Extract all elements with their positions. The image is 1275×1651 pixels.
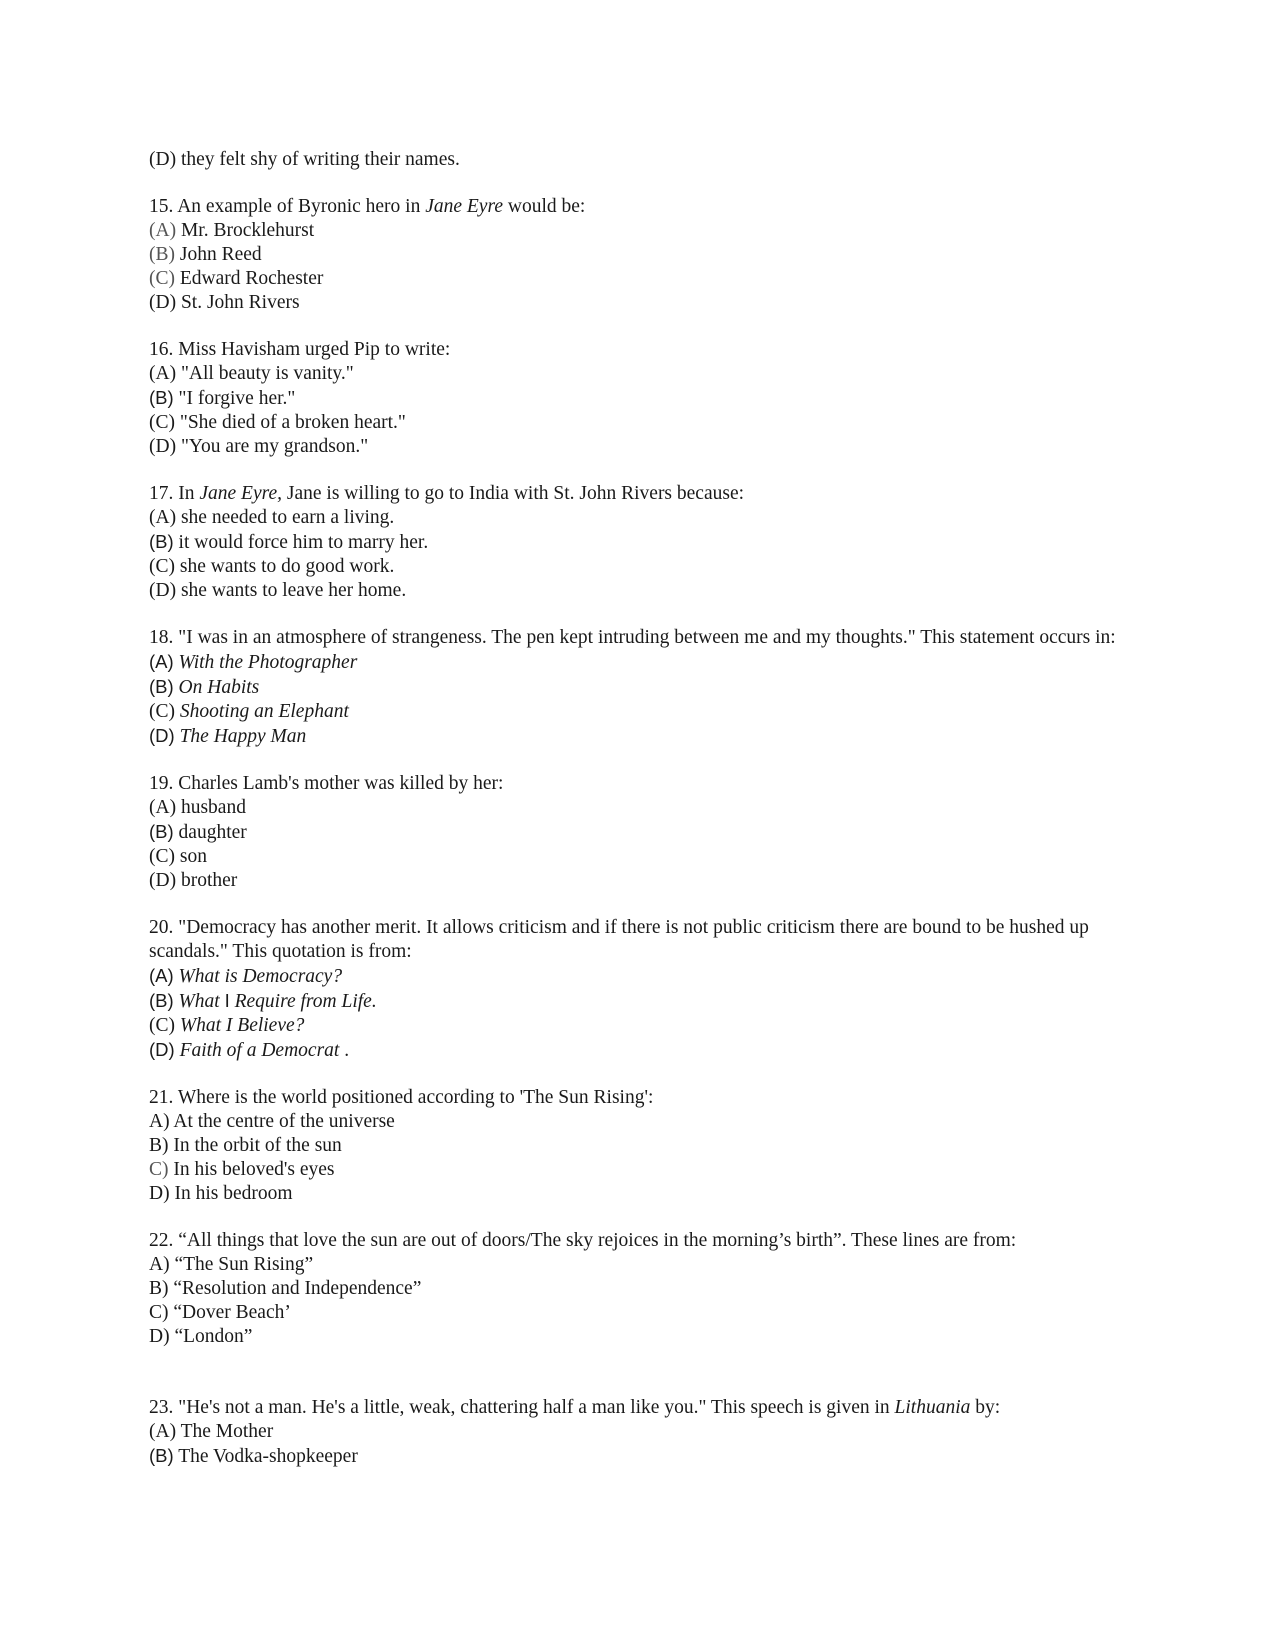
option-label: B) — [149, 1135, 169, 1156]
question-number: 18. — [149, 627, 174, 648]
option-text: "You are my grandson." — [180, 436, 369, 457]
option-c — [149, 845, 1149, 869]
stem-text: Charles Lamb's mother was killed by her: — [178, 773, 504, 794]
option-label: (D) — [149, 292, 177, 313]
stem-text: In — [178, 483, 200, 504]
option-text: What is Democracy? — [178, 966, 343, 987]
option-label: (A) — [149, 651, 174, 672]
option-b — [149, 1134, 1149, 1158]
question-stem — [149, 338, 1149, 362]
option-label: D) — [149, 1183, 170, 1204]
option-label: (D) — [149, 149, 177, 170]
option-label: (C) — [149, 1015, 175, 1036]
option-a — [149, 1253, 1149, 1277]
option-label: (B) — [149, 821, 174, 842]
question-17 — [149, 482, 1149, 603]
option-label: (D) — [149, 580, 177, 601]
option-label: A) — [149, 1111, 170, 1132]
option-label: A) — [149, 1254, 170, 1275]
option-a — [149, 362, 1149, 386]
option-b — [149, 1444, 1149, 1469]
stem-text: Miss Havisham urged Pip to write: — [178, 339, 451, 360]
option-a — [149, 650, 1149, 675]
option-text-part: I — [224, 990, 230, 1011]
option-d — [149, 869, 1149, 893]
option-text: “Dover Beach’ — [173, 1302, 291, 1323]
question-stem — [149, 916, 1149, 964]
option-label: (C) — [149, 556, 175, 577]
option-c — [149, 411, 1149, 435]
option-label: (D) — [149, 436, 177, 457]
option-text: she wants to leave her home. — [180, 580, 407, 601]
question-number: 23. — [149, 1397, 174, 1418]
option-label: (C) — [149, 412, 175, 433]
option-text: In the orbit of the sun — [173, 1135, 342, 1156]
stem-title: Lithuania — [894, 1397, 971, 1418]
option-text-tail: . — [339, 1040, 350, 1061]
option-label: (A) — [149, 507, 177, 528]
option-label: (A) — [149, 797, 177, 818]
option-text: they felt shy of writing their names. — [180, 149, 460, 170]
option-b — [149, 530, 1149, 555]
option-b — [149, 243, 1149, 267]
question-21 — [149, 1086, 1149, 1206]
option-c — [149, 1158, 1149, 1182]
question-19 — [149, 772, 1149, 893]
stem-text: “All things that love the sun are out of doors/The sky rejoices in the morning’s birth”. These lines are from: — [178, 1230, 1017, 1251]
option-label: (D) — [149, 870, 177, 891]
option-label: D) — [149, 1326, 170, 1347]
stem-text: "He's not a man. He's a little, weak, chattering half a man like you." This speech is given in — [178, 1397, 895, 1418]
option-text-part: Require from Life. — [229, 991, 377, 1012]
option-a — [149, 1420, 1149, 1444]
option-text: brother — [180, 870, 238, 891]
stem-text: An example of Byronic hero in — [177, 196, 426, 217]
option-label: (D) — [149, 725, 175, 746]
option-b — [149, 1277, 1149, 1301]
option-b — [149, 989, 1149, 1014]
option-d — [149, 1182, 1149, 1206]
option-text: daughter — [178, 822, 247, 843]
question-number: 19. — [149, 773, 174, 794]
option-a — [149, 219, 1149, 243]
option-b — [149, 386, 1149, 411]
option-c — [149, 267, 1149, 291]
option-c — [149, 555, 1149, 579]
question-16 — [149, 338, 1149, 459]
option-text: she needed to earn a living. — [180, 507, 395, 528]
document-page — [149, 148, 1149, 1469]
option-label: (B) — [149, 387, 174, 408]
question-number: 21. — [149, 1087, 174, 1108]
option-text: In his beloved's eyes — [173, 1159, 335, 1180]
option-label: (B) — [149, 244, 175, 265]
option-text: "She died of a broken heart." — [179, 412, 406, 433]
option-text: At the centre of the universe — [173, 1111, 395, 1132]
stem-text: Jane is willing to go to India with St. John Rivers because: — [282, 483, 745, 504]
option-d — [149, 724, 1149, 749]
option-text: "I forgive her." — [178, 388, 296, 409]
option-text — [179, 991, 377, 1012]
option-a — [149, 506, 1149, 530]
option-text-part: What — [178, 991, 225, 1012]
stem-text: Where is the world positioned according to 'The Sun Rising': — [177, 1087, 654, 1108]
stem-title: Jane Eyre, — [199, 483, 283, 504]
option-label: (C) — [149, 846, 175, 867]
option-c — [149, 1014, 1149, 1038]
question-stem — [149, 772, 1149, 796]
option-label: (C) — [149, 268, 175, 289]
question-23 — [149, 1396, 1149, 1469]
option-d — [149, 435, 1149, 459]
option-label: (A) — [149, 220, 177, 241]
question-stem — [149, 1229, 1149, 1253]
question-number: 15. — [149, 196, 174, 217]
option-text: With the Photographer — [178, 652, 358, 673]
option-a — [149, 796, 1149, 820]
option-label: C) — [149, 1159, 169, 1180]
option-d — [149, 1325, 1149, 1349]
question-stem — [149, 482, 1149, 506]
question-number: 16. — [149, 339, 174, 360]
question-18 — [149, 626, 1149, 749]
question-number: 20. — [149, 917, 174, 938]
question-number: 17. — [149, 483, 174, 504]
option-label: (A) — [149, 363, 177, 384]
option-text: John Reed — [179, 244, 262, 265]
question-stem — [149, 1396, 1149, 1420]
question-stem — [149, 195, 1149, 219]
option-text: "All beauty is vanity." — [180, 363, 354, 384]
option-c — [149, 700, 1149, 724]
option-label: B) — [149, 1278, 169, 1299]
option-label: (B) — [149, 531, 174, 552]
stem-text: by: — [970, 1397, 1001, 1418]
option-a — [149, 1110, 1149, 1134]
option-text: it would force him to marry her. — [178, 532, 429, 553]
option-text: “The Sun Rising” — [174, 1254, 314, 1275]
option-d — [149, 291, 1149, 315]
option-text: “London” — [174, 1326, 253, 1347]
option-text: Mr. Brocklehurst — [180, 220, 315, 241]
option-label: (D) — [149, 1039, 175, 1060]
option-text: Faith of a Democrat — [179, 1040, 340, 1061]
option-a — [149, 964, 1149, 989]
option-label: (B) — [149, 676, 174, 697]
option-label: (B) — [149, 990, 174, 1011]
option-text: Edward Rochester — [179, 268, 324, 289]
option-label: (C) — [149, 701, 175, 722]
option-text: In his bedroom — [174, 1183, 293, 1204]
stem-text: would be: — [502, 196, 586, 217]
option-d — [149, 579, 1149, 603]
option-text: The Vodka-shopkeeper — [178, 1446, 358, 1467]
question-20 — [149, 916, 1149, 1063]
option-label: (A) — [149, 1421, 177, 1442]
option-text: The Happy Man — [179, 726, 307, 747]
option-text: son — [179, 846, 207, 867]
option-b — [149, 820, 1149, 845]
stem-text: "I was in an atmosphere of strangeness. The pen kept intruding between me and my thoughts." This statement occurs in: — [178, 627, 1116, 648]
question-stem — [149, 626, 1149, 650]
option-text: The Mother — [180, 1421, 274, 1442]
question-22 — [149, 1229, 1149, 1349]
option-text: On Habits — [178, 677, 260, 698]
option-text: she wants to do good work. — [179, 556, 395, 577]
option-d — [149, 148, 1149, 172]
question-number: 22. — [149, 1230, 174, 1251]
question-stem — [149, 1086, 1149, 1110]
option-text: What I Believe? — [179, 1015, 305, 1036]
option-label: (A) — [149, 965, 174, 986]
option-c — [149, 1301, 1149, 1325]
option-b — [149, 675, 1149, 700]
stem-text: "Democracy has another merit. It allows criticism and if there is not public criticism there are bound to be hushed up scandals." This quotation is from: — [149, 917, 1089, 962]
option-text: Shooting an Elephant — [179, 701, 349, 722]
question-15 — [149, 195, 1149, 315]
option-text: St. John Rivers — [180, 292, 300, 313]
option-label: C) — [149, 1302, 169, 1323]
option-label: (B) — [149, 1445, 174, 1466]
option-text: husband — [180, 797, 246, 818]
stem-title: Jane Eyre — [425, 196, 503, 217]
option-text: “Resolution and Independence” — [173, 1278, 422, 1299]
question-14-fragment — [149, 148, 1149, 172]
option-d — [149, 1038, 1149, 1063]
